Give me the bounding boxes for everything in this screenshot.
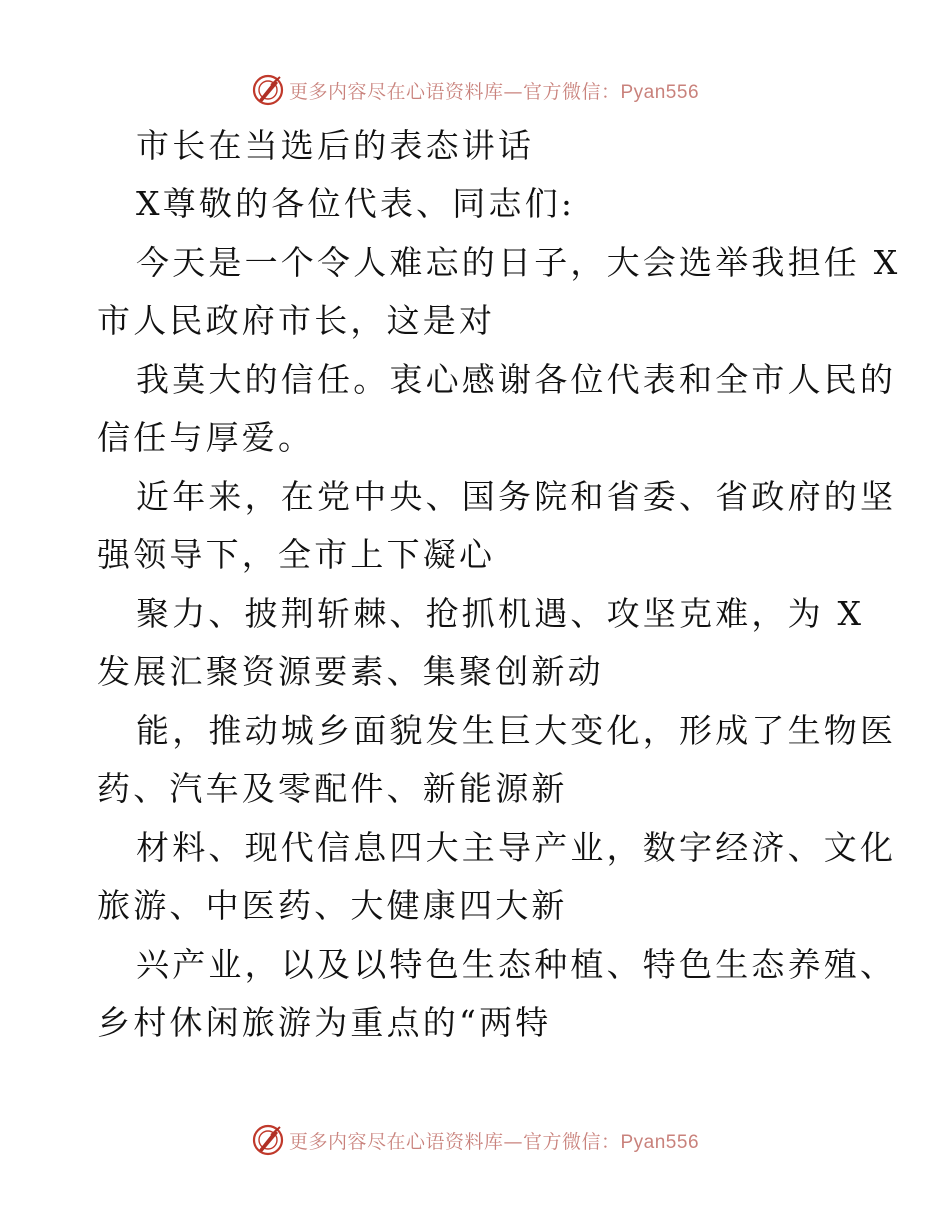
header-watermark-banner (0, 70, 950, 110)
paragraph-line: 聚力、披荆斩棘、抢抓机遇、攻坚克难，为 X (136, 594, 865, 633)
document-title: 市长在当选后的表态讲话 (136, 126, 535, 165)
paragraph-line: 能，推动城乡面貌发生巨大变化，形成了生物医 (136, 711, 897, 750)
paragraph-line: 药、汽车及零配件、新能源新 (97, 769, 568, 808)
header-banner-text: 更多内容尽在心语资料库—官方微信： (288, 80, 621, 103)
footer-watermark-banner (0, 1120, 950, 1160)
paragraph-line: 旅游、中医药、大健康四大新 (97, 886, 568, 925)
footer-banner-text: 更多内容尽在心语资料库—官方微信： (288, 1130, 621, 1153)
quill-logo-icon (251, 1123, 285, 1157)
paragraph-line: 信任与厚爱。 (97, 418, 315, 457)
paragraph-line: 我莫大的信任。衷心感谢各位代表和全市人民的 (136, 360, 897, 399)
quill-logo-icon (251, 73, 285, 107)
footer-banner-wechat: Pyan556 (620, 1131, 700, 1153)
header-banner-wechat: Pyan556 (620, 81, 700, 103)
paragraph-line: 市人民政府市长，这是对 (97, 301, 496, 340)
document-salutation: X尊敬的各位代表、同志们: (136, 184, 576, 223)
paragraph-line: 乡村休闲旅游为重点的“两特 (97, 1003, 552, 1042)
paragraph-line: 强领导下，全市上下凝心 (97, 535, 496, 574)
paragraph-line: 今天是一个令人难忘的日子，大会选举我担任 X (136, 243, 901, 282)
paragraph-line: 兴产业，以及以特色生态种植、特色生态养殖、 (136, 945, 897, 984)
paragraph-line: 材料、现代信息四大主导产业，数字经济、文化 (136, 828, 897, 867)
paragraph-line: 近年来，在党中央、国务院和省委、省政府的坚 (136, 477, 897, 516)
paragraph-line: 发展汇聚资源要素、集聚创新动 (97, 652, 604, 691)
